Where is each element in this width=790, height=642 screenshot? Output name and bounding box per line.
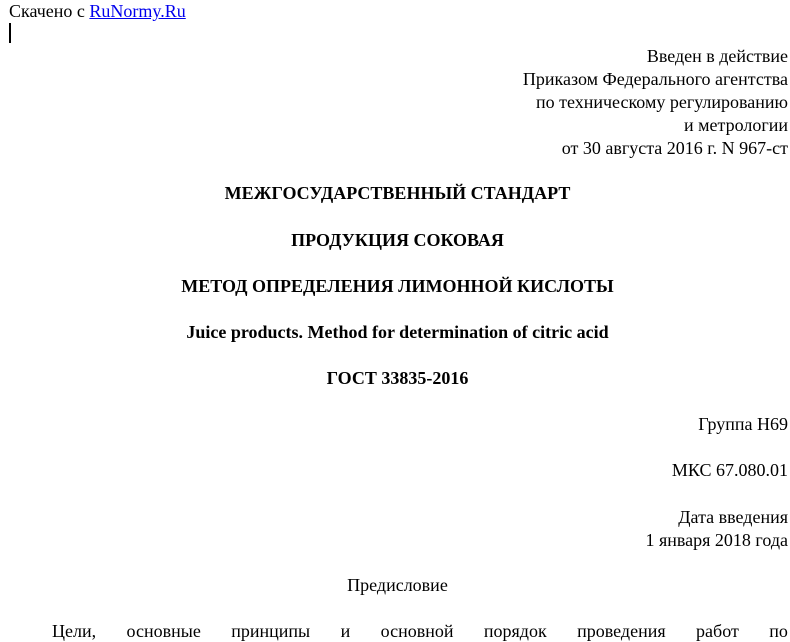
product-heading: ПРОДУКЦИЯ СОКОВАЯ: [291, 230, 504, 250]
preface-word: работ: [696, 621, 739, 641]
enactment-line: по техническому регулированию: [535, 92, 788, 112]
effective-date-block: [645, 506, 788, 552]
preface-title: Предисловие: [347, 575, 448, 595]
preface-word: и: [340, 621, 351, 641]
source-prefix: Скачено с: [9, 1, 90, 21]
enactment-block: [523, 45, 788, 160]
preface-word: основные: [126, 621, 201, 641]
effective-date-label: Дата введения: [678, 507, 788, 527]
preface-word: по: [769, 621, 788, 641]
preface-word: принципы: [231, 621, 311, 641]
text-cursor: [9, 23, 11, 43]
mks-code: МКС 67.080.01: [671, 460, 788, 480]
standard-type-heading: МЕЖГОСУДАРСТВЕННЫЙ СТАНДАРТ: [224, 183, 571, 203]
enactment-line: и метрологии: [684, 115, 788, 135]
method-heading: МЕТОД ОПРЕДЕЛЕНИЯ ЛИМОННОЙ КИСЛОТЫ: [181, 276, 614, 296]
designation-heading: ГОСТ 33835-2016: [326, 368, 469, 388]
preface-word: проведения: [577, 621, 666, 641]
effective-date-value: 1 января 2018 года: [645, 530, 788, 550]
preface-word: порядок: [483, 621, 547, 641]
preface-first-line: [52, 620, 788, 642]
preface-word: основной: [380, 621, 454, 641]
group-code: Группа Н69: [698, 414, 788, 434]
enactment-line: Приказом Федерального агентства: [522, 69, 788, 89]
english-title-heading: Juice products. Method for determination of citric acid: [186, 322, 609, 342]
source-link[interactable]: RuNormy.Ru: [89, 1, 186, 21]
source-attribution: [9, 1, 186, 22]
enactment-line: от 30 августа 2016 г. N 967-ст: [561, 138, 788, 158]
enactment-line: Введен в действие: [646, 46, 788, 66]
preface-word: Цели,: [52, 621, 97, 641]
